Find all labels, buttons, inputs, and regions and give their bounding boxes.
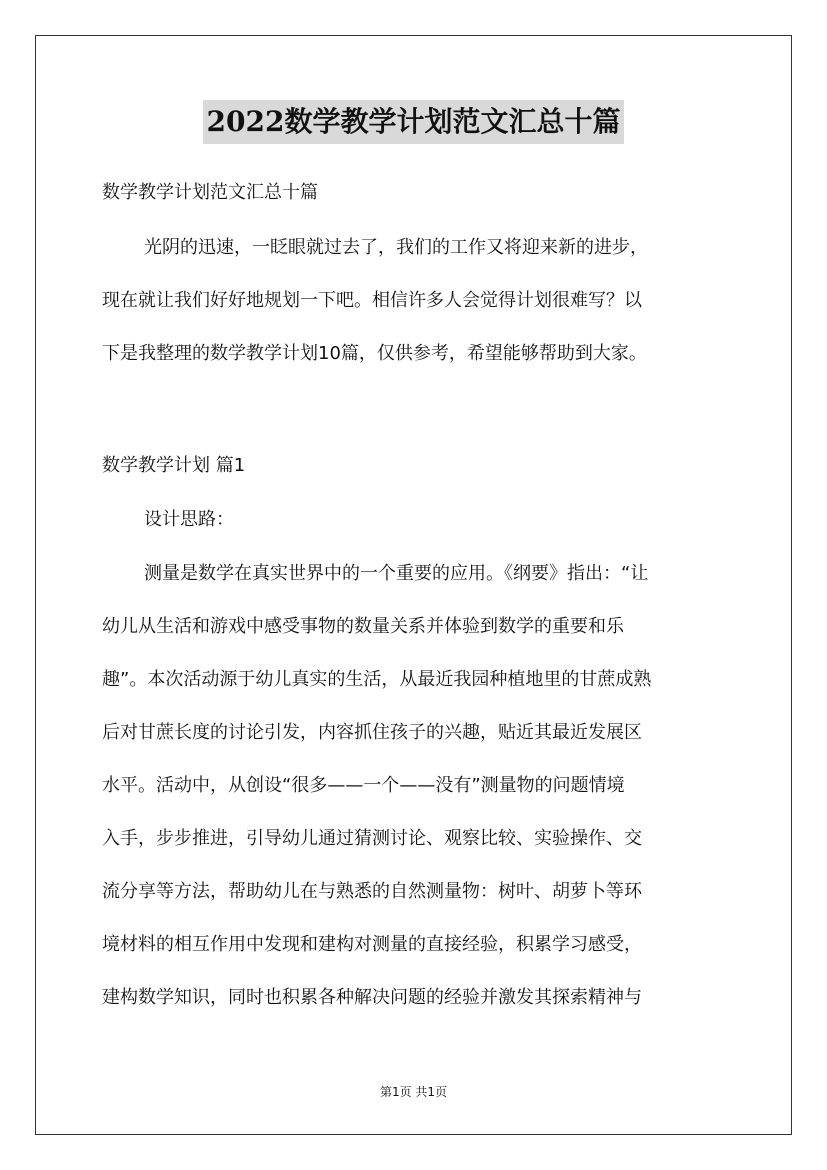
document-title: 2022数学教学计划范文汇总十篇 [203,100,625,144]
body-line: 境材料的相互作用中发现和建构对测量的直接经验，积累学习感受， [102,934,642,955]
body-line: 测量是数学在真实世界中的一个重要的应用。《纲要》指出：“让 [144,563,649,584]
intro-line: 下是我整理的数学教学计划10篇，仅供参考，希望能够帮助到大家。 [102,343,647,364]
title-wrapper [0,100,827,144]
subtitle: 数学教学计划范文汇总十篇 [102,182,318,203]
design-label: 设计思路： [144,509,234,530]
body-line: 后对甘蔗长度的讨论引发，内容抓住孩子的兴趣，贴近其最近发展区 [102,722,642,743]
body-line: 建构数学知识，同时也积累各种解决问题的经验并激发其探索精神与 [102,987,642,1008]
section-heading: 数学教学计划 篇1 [102,455,246,476]
body-line: 趣”。本次活动源于幼儿真实的生活，从最近我园种植地里的甘蔗成熟 [102,669,652,690]
body-line: 幼儿从生活和游戏中感受事物的数量关系并体验到数学的重要和乐 [102,616,624,637]
intro-line: 光阴的迅速，一眨眼就过去了，我们的工作又将迎来新的进步， [144,237,648,258]
body-line: 水平。活动中，从创设“很多——一个——没有”测量物的问题情境 [102,775,625,796]
intro-line: 现在就让我们好好地规划一下吧。相信许多人会觉得计划很难写？以 [102,290,642,311]
body-line: 流分享等方法，帮助幼儿在与熟悉的自然测量物：树叶、胡萝卜等环 [102,881,642,902]
page-footer: 第1页 共1页 [379,1085,448,1099]
body-line: 入手，步步推进，引导幼儿通过猜测讨论、观察比较、实验操作、交 [102,828,642,849]
